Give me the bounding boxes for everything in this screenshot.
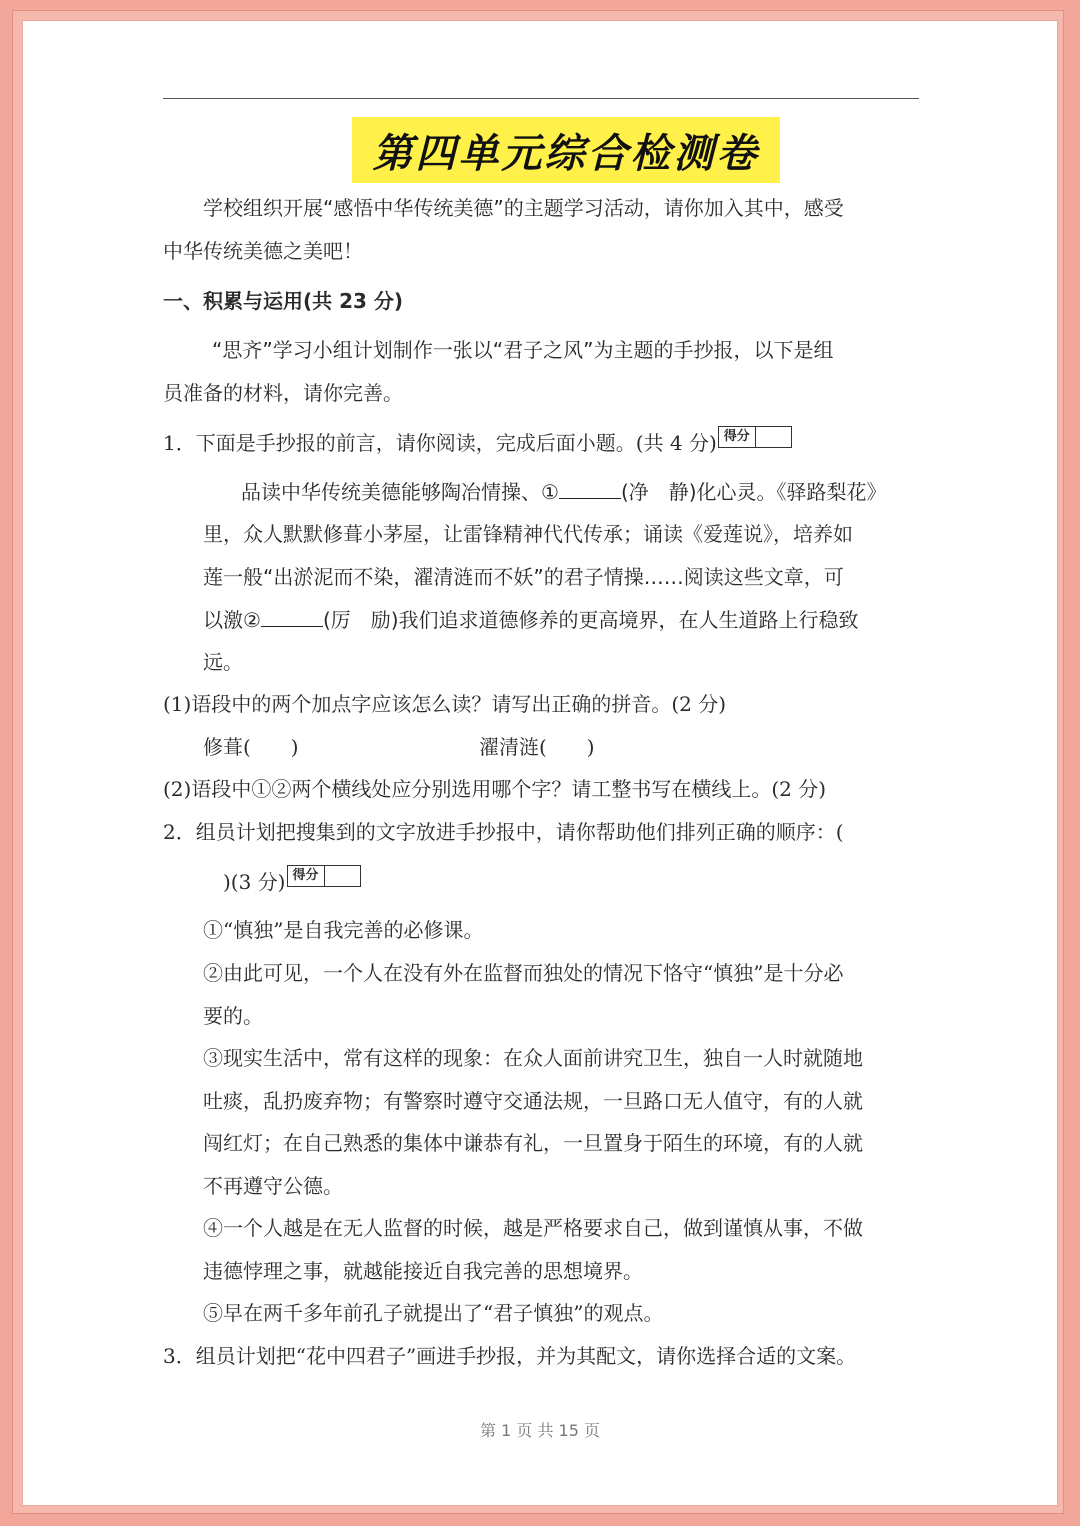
page-footer: 第 1 页 共 15 页: [480, 1421, 600, 1440]
title-highlight: [352, 117, 780, 183]
score-box[interactable]: [287, 865, 361, 887]
q3-stem: 3．组员计划把“花中四君子”画进手抄报，并为其配文，请你选择合适的文案。: [163, 1344, 857, 1368]
q1-stem-text: 1．下面是手抄报的前言，请你阅读，完成后面小题。(共 4 分): [163, 431, 717, 455]
section-heading: 一、积累与运用(共 23 分): [163, 289, 404, 313]
score-box[interactable]: [718, 426, 792, 448]
task-line-2: 员准备的材料，请你完善。: [163, 381, 403, 405]
blank-2[interactable]: [261, 606, 323, 627]
q1-stem: [163, 430, 792, 456]
q2-sentence-3-line-3: 闯红灯；在自己熟悉的集体中谦恭有礼，一旦置身于陌生的环境，有的人就: [203, 1131, 863, 1155]
q1-sub1: (1)语段中的两个加点字应该怎么读？请写出正确的拼音。(2 分): [163, 692, 727, 716]
q1-sub1-answer-b[interactable]: 濯清涟( ): [479, 735, 595, 759]
page-title: 第四单元综合检测卷: [372, 130, 760, 177]
passage-text: 品读中华传统美德能够陶冶情操、①: [241, 480, 559, 504]
q1-passage-line-3: 莲一般“出淤泥而不染，濯清涟而不妖”的君子情操……阅读这些文章，可: [203, 565, 844, 589]
q2-sentence-2-line-2: 要的。: [203, 1004, 263, 1028]
q2-stem-line-1: 2．组员计划把搜集到的文字放进手抄报中，请你帮助他们排列正确的顺序：(: [163, 820, 844, 844]
q2-sentence-3-line-1: ③现实生活中，常有这样的现象：在众人面前讲究卫生，独自一人时就随地: [203, 1046, 863, 1070]
q2-sentence-3-line-2: 吐痰，乱扔废弃物；有警察时遵守交通法规，一旦路口无人值守，有的人就: [203, 1089, 863, 1113]
passage-text: 以激②: [203, 608, 261, 632]
q2-sentence-5: ⑤早在两千多年前孔子就提出了“君子慎独”的观点。: [203, 1301, 664, 1325]
q2-sentence-2-line-1: ②由此可见，一个人在没有外在监督而独处的情况下恪守“慎独”是十分必: [203, 961, 844, 985]
passage-text: (厉 励)我们追求道德修养的更高境界，在人生道路上行稳致: [322, 608, 859, 632]
score-label: 得分: [719, 427, 756, 447]
q1-passage-line-2: 里，众人默默修葺小茅屋，让雷锋精神代代传承；诵读《爱莲说》，培养如: [203, 522, 853, 546]
q2-stem-line-2: [223, 869, 361, 895]
q1-passage-line-1: [241, 478, 887, 505]
q1-passage-line-5: 远。: [203, 650, 243, 674]
q2-sentence-3-line-4: 不再遵守公德。: [203, 1174, 343, 1198]
q1-sub1-answer-a[interactable]: 修葺( ): [203, 735, 299, 759]
header-rule: [163, 98, 919, 99]
q2-stem-text: )(3 分): [223, 870, 286, 894]
task-line-1: “思齐”学习小组计划制作一张以“君子之风”为主题的手抄报，以下是组: [212, 338, 834, 362]
q1-sub2: (2)语段中①②两个横线处应分别选用哪个字？请工整书写在横线上。(2 分): [163, 777, 827, 801]
score-label: 得分: [288, 866, 325, 886]
q2-sentence-4-line-1: ④一个人越是在无人监督的时候，越是严格要求自己，做到谨慎从事，不做: [203, 1216, 863, 1240]
q1-passage-line-4: [203, 606, 859, 633]
blank-1[interactable]: [559, 478, 621, 499]
q2-sentence-4-line-2: 违德悖理之事，就越能接近自我完善的思想境界。: [203, 1259, 643, 1283]
passage-text: (净 静)化心灵。《驿路梨花》: [620, 480, 887, 504]
q2-sentence-1: ①“慎独”是自我完善的必修课。: [203, 918, 484, 942]
intro-line-1: 学校组织开展“感悟中华传统美德”的主题学习活动，请你加入其中，感受: [203, 196, 844, 220]
intro-line-2: 中华传统美德之美吧！: [163, 239, 363, 263]
